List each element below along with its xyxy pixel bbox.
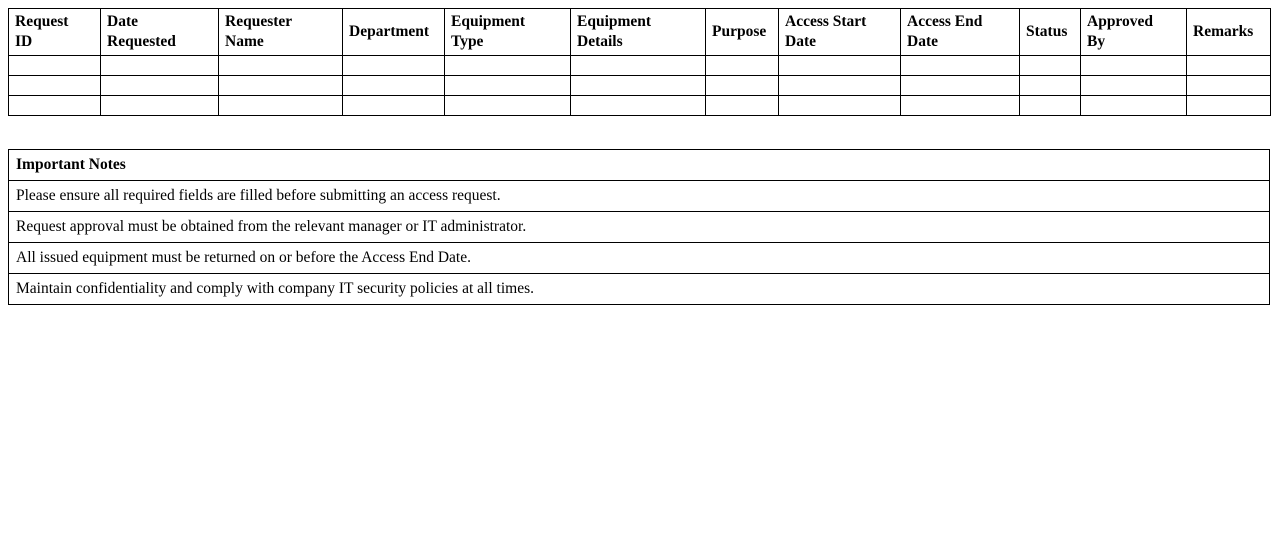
empty-cell [1020,96,1081,116]
empty-cell [101,96,219,116]
empty-cell [706,76,779,96]
column-header-equipment-details: Equipment Details [571,9,706,56]
notes-title-row [9,150,1270,181]
empty-cell [343,56,445,76]
column-header-remarks: Remarks [1187,9,1271,56]
column-header-access-start-date: Access Start Date [779,9,901,56]
note-row [9,274,1270,305]
column-header-request-id: Request ID [9,9,101,56]
empty-cell [571,96,706,116]
column-header-status: Status [1020,9,1081,56]
empty-cell [1020,56,1081,76]
table-row [9,56,1271,76]
empty-cell [1081,56,1187,76]
empty-cell [706,96,779,116]
empty-cell [343,76,445,96]
column-header-purpose: Purpose [706,9,779,56]
empty-cell [1187,76,1271,96]
empty-cell [571,56,706,76]
empty-cell [901,96,1020,116]
notes-title: Important Notes [9,150,1270,181]
note-item: Please ensure all required fields are filled before submitting an access request. [9,181,1270,212]
empty-cell [9,56,101,76]
column-header-requester-name: Requester Name [219,9,343,56]
empty-cell [101,76,219,96]
empty-cell [219,56,343,76]
empty-cell [445,76,571,96]
empty-cell [219,76,343,96]
empty-cell [1187,56,1271,76]
empty-cell [901,76,1020,96]
note-row [9,243,1270,274]
note-row [9,212,1270,243]
empty-cell [9,96,101,116]
empty-cell [445,96,571,116]
empty-cell [706,56,779,76]
empty-cell [1081,76,1187,96]
column-header-approved-by: Approved By [1081,9,1187,56]
empty-cell [779,56,901,76]
note-item: Maintain confidentiality and comply with company IT security policies at all times. [9,274,1270,305]
important-notes-table [8,149,1270,305]
column-header-date-requested: Date Requested [101,9,219,56]
note-item: All issued equipment must be returned on or before the Access End Date. [9,243,1270,274]
note-item: Request approval must be obtained from the relevant manager or IT administrator. [9,212,1270,243]
empty-cell [571,76,706,96]
empty-cell [9,76,101,96]
request-table-header-row [9,9,1271,56]
empty-cell [901,56,1020,76]
table-row [9,96,1271,116]
note-row [9,181,1270,212]
empty-cell [101,56,219,76]
table-row [9,76,1271,96]
column-header-access-end-date: Access End Date [901,9,1020,56]
empty-cell [445,56,571,76]
empty-cell [1187,96,1271,116]
column-header-equipment-type: Equipment Type [445,9,571,56]
empty-cell [1020,76,1081,96]
empty-cell [1081,96,1187,116]
column-header-department: Department [343,9,445,56]
empty-cell [779,76,901,96]
empty-cell [219,96,343,116]
equipment-access-request-table [8,8,1271,116]
empty-cell [343,96,445,116]
empty-cell [779,96,901,116]
